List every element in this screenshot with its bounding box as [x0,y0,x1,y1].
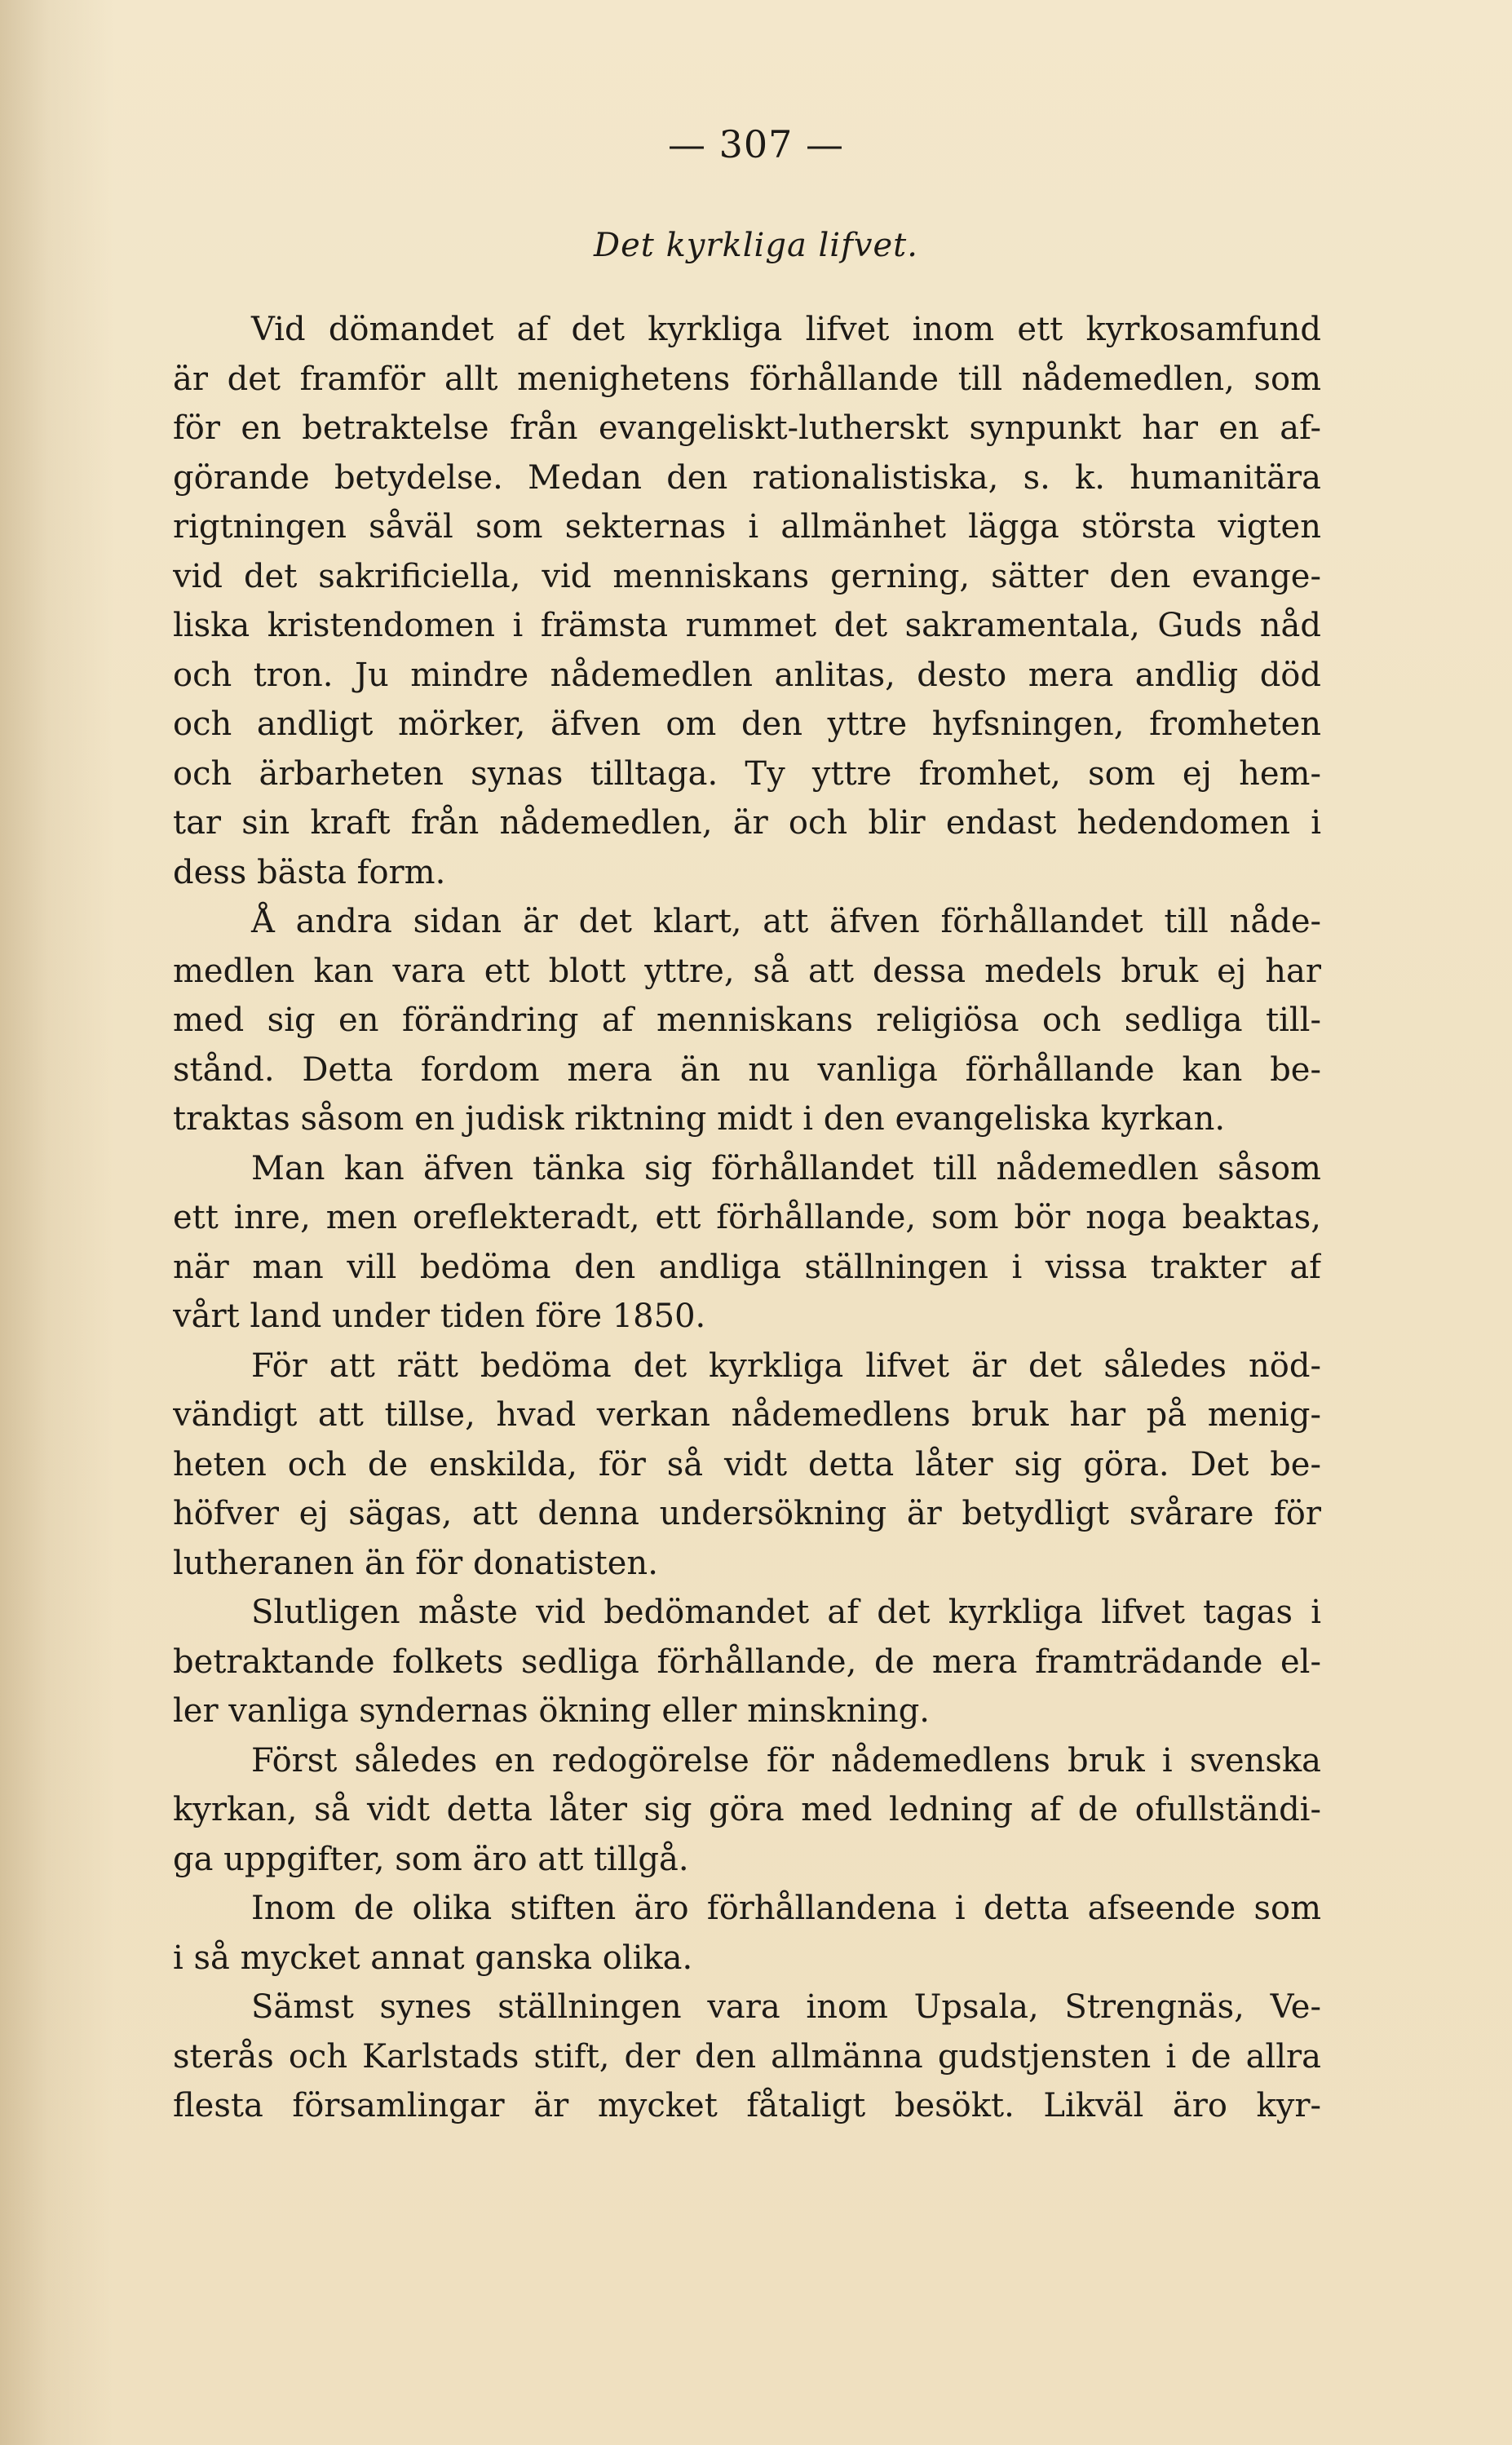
text-line: när man vill bedöma den andliga ställningen i vissa trakter af [173,1248,1321,1286]
text-line: heten och de enskilda, för så vidt detta låter sig göra. Det be- [173,1445,1321,1483]
text-line: vid det sakrificiella, vid menniskans gerning, sätter den evange- [173,557,1321,595]
text-line: görande betydelse. Medan den rationalistiska, s. k. humanitära [173,458,1321,497]
text-line: vårt land under tiden före 1850. [173,1298,706,1335]
text-line: För att rätt bedöma det kyrkliga lifvet är det således nöd- [251,1346,1321,1385]
text-line: dess bästa form. [173,853,446,891]
body-text [173,305,1321,2131]
text-line: Man kan äfven tänka sig förhållandet till nådemedlen såsom [251,1149,1321,1187]
text-line: ga uppgifter, som äro att tillgå. [173,1840,689,1878]
text-line: i så mycket annat ganska olika. [173,1939,693,1977]
text-line: och ärbarheten synas tilltaga. Ty yttre fromhet, som ej hem- [173,754,1321,793]
text-line: medlen kan vara ett blott yttre, så att dessa medels bruk ej har [173,952,1321,990]
text-line: Å andra sidan är det klart, att äfven förhållandet till nåde- [251,903,1321,940]
text-line: lutheranen än för donatisten. [173,1544,658,1582]
text-line: betraktande folkets sedliga förhållande, de mera framträdande el- [173,1643,1321,1681]
text-line: med sig en förändring af menniskans religiösa och sedliga till- [173,1001,1321,1039]
text-line: Sämst synes ställningen vara inom Upsala, Strengnäs, Ve- [251,1988,1321,2026]
text-line: sterås och Karlstads stift, der den allmänna gudstjensten i de allra [173,2037,1321,2076]
text-line: tar sin kraft från nådemedlen, är och blir endast hedendomen i [173,804,1321,842]
text-line: flesta församlingar är mycket fåtaligt besökt. Likväl äro kyr- [173,2087,1321,2124]
text-line: ler vanliga syndernas ökning eller minskning. [173,1692,931,1730]
text-line: Slutligen måste vid bedömandet af det kyrkliga lifvet tagas i [251,1594,1321,1631]
text-line: vändigt att tillse, hvad verkan nådemedlens bruk har på menig- [173,1396,1321,1434]
text-line: kyrkan, så vidt detta låter sig göra med ledning af de ofullständi- [173,1791,1321,1828]
text-line: och tron. Ju mindre nådemedlen anlitas, desto mera andlig död [173,656,1321,694]
text-line: traktas såsom en judisk riktning midt i den evangeliska kyrkan. [173,1100,1226,1138]
text-line: ett inre, men oreflekteradt, ett förhållande, som bör noga beaktas, [173,1199,1321,1236]
section-title: Det kyrkliga lifvet. [594,227,918,264]
text-line: för en betraktelse från evangeliskt-lutherskt synpunkt har en af- [173,409,1321,447]
text-line: Vid dömandet af det kyrkliga lifvet inom ett kyrkosamfund [251,311,1321,348]
text-line: rigtningen såväl som sekternas i allmänhet lägga största vigten [173,508,1321,546]
text-line: Först således en redogörelse för nådemedlens bruk i svenska [251,1741,1321,1780]
text-line: och andligt mörker, äfven om den yttre hyfsningen, fromheten [173,705,1321,743]
text-line: är det framför allt menighetens förhållande till nådemedlen, som [173,360,1321,398]
text-line: höfver ej sägas, att denna undersökning är betydligt svårare för [173,1495,1321,1532]
text-line: liska kristendomen i främsta rummet det sakramentala, Guds nåd [173,607,1321,644]
text-line: stånd. Detta fordom mera än nu vanliga förhållande kan be- [173,1050,1321,1089]
page-number: — 307 — [667,122,845,166]
text-line: Inom de olika stiften äro förhållandena i detta afseende som [251,1890,1321,1927]
